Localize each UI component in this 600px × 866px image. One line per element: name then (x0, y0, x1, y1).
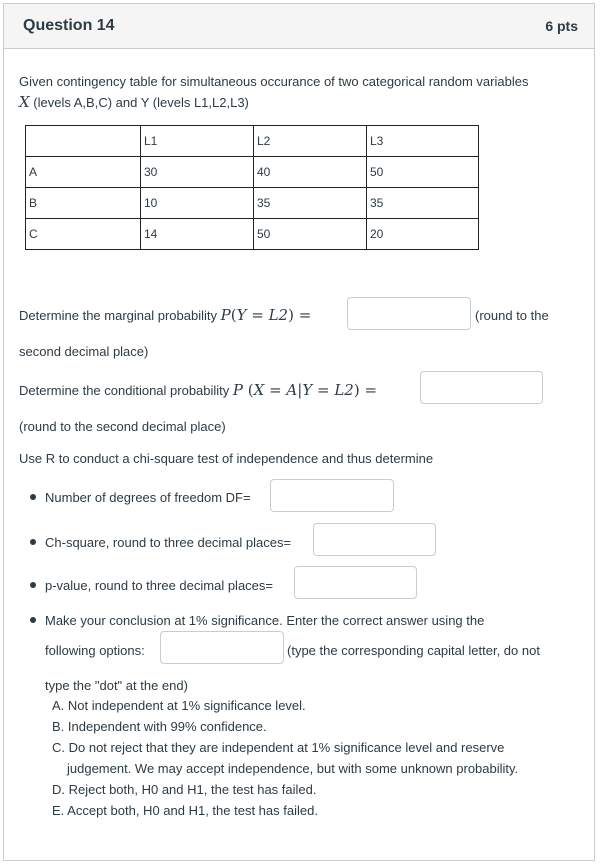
variable-x: X (19, 93, 30, 111)
math-x: X (253, 381, 265, 399)
conditional-prob-formula: P (X = A|Y = L2) = (232, 381, 378, 399)
bullet-dot (30, 582, 36, 588)
table-header-cell: L2 (254, 126, 367, 157)
df-label: Number of degrees of freedom DF= (45, 490, 251, 505)
conditional-prob-text: Determine the conditional probability (19, 383, 233, 398)
table-header-row (26, 126, 479, 157)
option-d: D. Reject both, H0 and H1, the test has failed. (52, 782, 317, 797)
conclusion-label-c: (type the corresponding capital letter, do not (287, 643, 540, 658)
math-l2: L2 (268, 306, 289, 324)
math-p: P (220, 306, 231, 324)
marginal-prob-round-note-a: (round to the (475, 308, 549, 323)
chi-square-instruction: Use R to conduct a chi-square test of independence and thus determine (19, 451, 434, 466)
math-eq: = (246, 306, 269, 324)
table-row-label: B (26, 188, 141, 219)
marginal-prob-text: Determine the marginal probability (19, 308, 221, 323)
table-cell: 50 (367, 157, 479, 188)
conclusion-label-b: following options: (45, 643, 145, 658)
conditional-prob-round-note: (round to the second decimal place) (19, 419, 226, 434)
chi-square-input[interactable] (313, 523, 436, 556)
table-cell: 30 (141, 157, 254, 188)
table-row (26, 188, 479, 219)
question-title: Question 14 (23, 17, 115, 34)
question-header (4, 4, 594, 49)
table-header-cell: L3 (367, 126, 479, 157)
conclusion-label-a: Make your conclusion at 1% significance. Enter the correct answer using the (45, 613, 485, 628)
intro-line-1: Given contingency table for simultaneous occurance of two categorical random variables (19, 74, 529, 89)
chi-square-label: Ch-square, round to three decimal places= (45, 535, 292, 550)
table-cell: 50 (254, 219, 367, 250)
math-y: Y (236, 306, 247, 324)
table-cell: 35 (367, 188, 479, 219)
option-a: A. Not independent at 1% significance level. (52, 698, 306, 713)
conditional-prob-input[interactable] (420, 371, 543, 404)
option-c-continued: judgement. We may accept independence, but with some unknown probability. (67, 761, 519, 776)
table-row-label: A (26, 157, 141, 188)
table-row (26, 157, 479, 188)
bullet-dot (30, 494, 36, 500)
bullet-dot (30, 617, 36, 623)
df-input[interactable] (270, 479, 394, 512)
intro-line-2 (19, 93, 249, 111)
math-a: A (286, 381, 298, 399)
table-cell: 40 (254, 157, 367, 188)
table-row-label: C (26, 219, 141, 250)
marginal-prob-input[interactable] (347, 297, 471, 330)
option-b: B. Independent with 99% confidence. (52, 719, 267, 734)
table-cell: 35 (254, 188, 367, 219)
option-e: E. Accept both, H0 and H1, the test has failed. (52, 803, 318, 818)
p-value-input[interactable] (294, 566, 417, 599)
marginal-prob-formula: P(Y = L2) = (220, 306, 312, 324)
table-cell: 20 (367, 219, 479, 250)
intro-line-2-text: (levels A,B,C) and Y (levels L1,L2,L3) (29, 95, 249, 110)
table-header-cell (26, 126, 141, 157)
p-value-label: p-value, round to three decimal places= (45, 578, 273, 593)
math-l2: L2 (334, 381, 354, 399)
table-cell: 10 (141, 188, 254, 219)
marginal-prob-round-note-b: second decimal place) (19, 344, 149, 359)
contingency-table (25, 125, 479, 250)
table-header-cell: L1 (141, 126, 254, 157)
table-cell: 14 (141, 219, 254, 250)
bullet-dot (30, 539, 36, 545)
conditional-prob-prompt (19, 381, 377, 399)
option-c: C. Do not reject that they are independent at 1% significance level and reserve (52, 740, 505, 755)
conclusion-input[interactable] (160, 631, 284, 664)
marginal-prob-prompt (19, 306, 311, 324)
math-y: Y (302, 381, 313, 399)
conclusion-label-d: type the "dot" at the end) (45, 678, 188, 693)
question-points: 6 pts (545, 18, 578, 34)
table-row (26, 219, 479, 250)
